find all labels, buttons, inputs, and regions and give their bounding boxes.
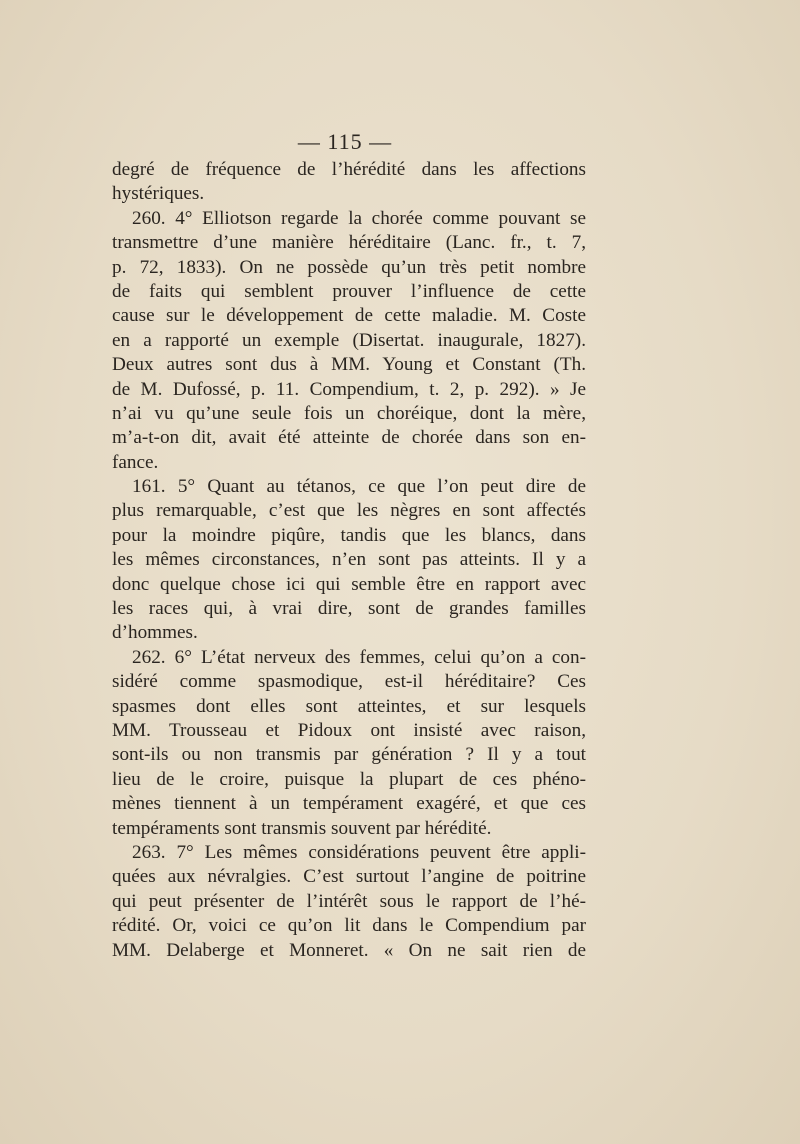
text-line: les mêmes circonstances, n’en sont pas atteints. Il y a [112, 549, 586, 571]
body-text [112, 158, 586, 963]
text-line: sidéré comme spasmodique, est-il héréditaire? Ces [112, 671, 586, 693]
text-line: 263. 7° Les mêmes considérations peuvent être appli- [132, 841, 586, 863]
text-line: tempéraments sont transmis souvent par hérédité. [112, 817, 492, 839]
text-line: lieu de le croire, puisque la plupart de ces phéno- [112, 768, 586, 790]
text-line: les races qui, à vrai dire, sont de grandes familles [112, 598, 586, 620]
text-line: n’ai vu qu’une seule fois un choréique, dont la mère, [112, 402, 586, 424]
text-line: donc quelque chose ici qui semble être en rapport avec [112, 573, 586, 595]
text-line: hystériques. [112, 183, 205, 205]
text-line: 260. 4° Elliotson regarde la chorée comme pouvant se [132, 207, 586, 229]
text-line: qui peut présenter de l’intérêt sous le rapport de l’hé- [112, 890, 586, 912]
text-line: de M. Dufossé, p. 11. Compendium, t. 2, p. 292). » Je [112, 378, 586, 400]
page-number: — 115 — [297, 129, 393, 154]
text-line: pour la moindre piqûre, tandis que les blancs, dans [112, 524, 586, 546]
text-line: m’a-t-on dit, avait été atteinte de chorée dans son en- [112, 427, 586, 449]
text-line: sont-ils ou non transmis par génération ? Il y a tout [112, 744, 586, 766]
text-line: en a rapporté un exemple (Disertat. inaugurale, 1827). [112, 329, 586, 351]
text-line: rédité. Or, voici ce qu’on lit dans le Compendium par [112, 915, 586, 937]
text-line: Deux autres sont dus à MM. Young et Constant (Th. [112, 354, 586, 376]
text-line: mènes tiennent à un tempérament exagéré, et que ces [112, 793, 586, 815]
text-line: de faits qui semblent prouver l’influence de cette [112, 280, 586, 302]
text-line: degré de fréquence de l’hérédité dans les affections [112, 159, 586, 180]
text-line: MM. Delaberge et Monneret. « On ne sait rien de [112, 939, 586, 961]
text-line: p. 72, 1833). On ne possède qu’un très petit nombre [112, 256, 586, 278]
text-line: 161. 5° Quant au tétanos, ce que l’on peut dire de [132, 476, 586, 498]
text-line: cause sur le développement de cette maladie. M. Coste [112, 305, 586, 327]
text-line: spasmes dont elles sont atteintes, et sur lesquels [112, 695, 586, 717]
text-line: d’hommes. [112, 622, 198, 644]
text-line: fance. [112, 451, 159, 473]
text-line: 262. 6° L’état nerveux des femmes, celui qu’on a con- [132, 646, 586, 668]
text-line: plus remarquable, c’est que les nègres en sont affectés [112, 500, 586, 522]
text-line: MM. Trousseau et Pidoux ont insisté avec raison, [112, 719, 586, 741]
text-line: transmettre d’une manière héréditaire (Lanc. fr., t. 7, [112, 232, 586, 254]
text-line: quées aux névralgies. C’est surtout l’angine de poitrine [112, 866, 586, 888]
